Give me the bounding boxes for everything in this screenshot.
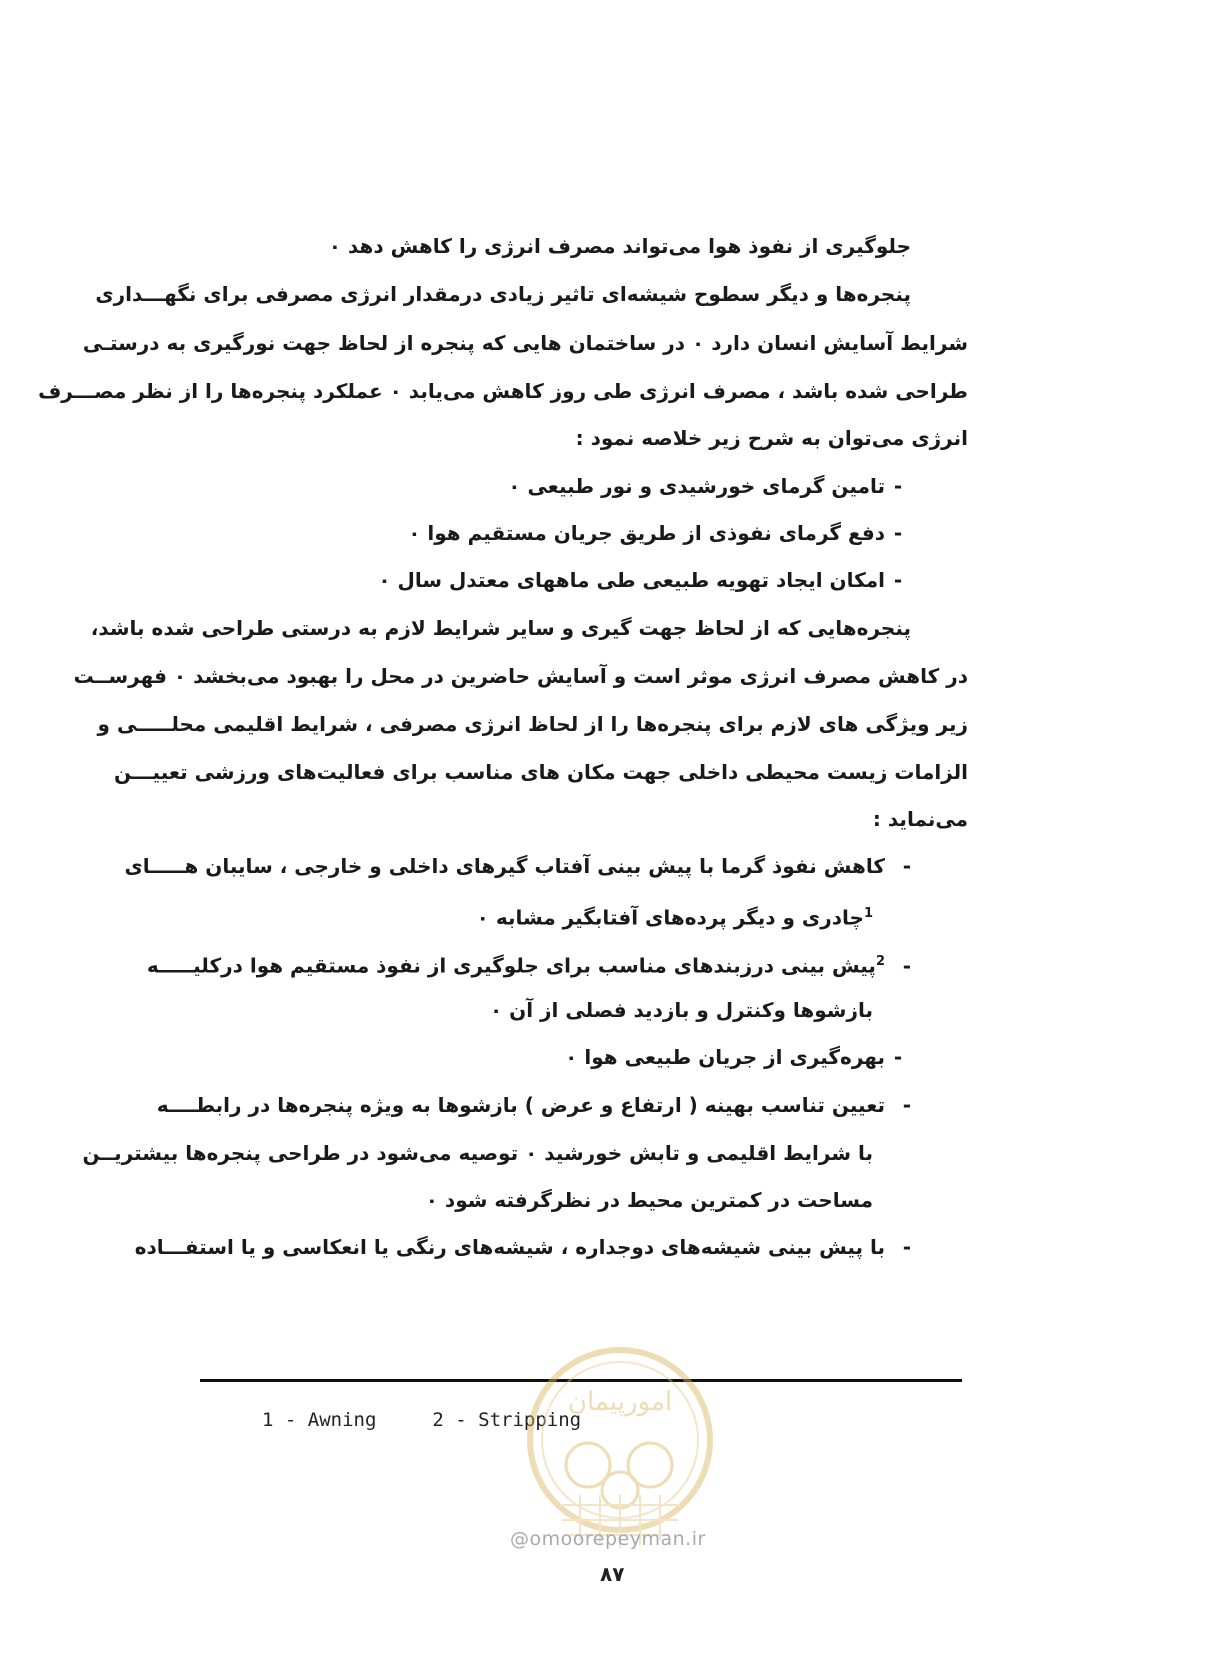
bullet-dash: - (893, 568, 903, 592)
para1-line-2: شرایط آسایش انسان دارد ۰ در ساختمان هایی که پنجره از لحاظ جهت نورگیری به درستـی (82, 331, 968, 355)
section-heading (329, 232, 911, 260)
para2-line-1: پنجره‌هایی که از لحاظ جهت گیری و سایر شرایط لازم به درستی طراحی شده باشد، (90, 616, 911, 640)
footnote-1: 1 - Awning (262, 1409, 377, 1431)
bullet-dash: - (902, 1235, 911, 1259)
footnote-marker: 1 (863, 906, 873, 921)
bullet-dash: - (902, 953, 911, 978)
watermark-logo-text: امورپیمان (567, 1387, 673, 1417)
page-number: ۸۷ (600, 1562, 625, 1586)
list2-item-2-line-2: بازشوها وکنترل و بازدید فصلی از آن ۰ (489, 998, 873, 1022)
list2-item-1-line-2 (477, 900, 873, 932)
list1-item-3 (378, 566, 911, 594)
para2-line-2: در کاهش مصرف انرژی موثر است و آسایش حاضرین در محل را بهبود می‌بخشد ۰ فهرســت (73, 664, 968, 688)
list2-item-text: پیش بینی درزبندهای مناسب برای جلوگیری از نفوذ مستقیم هوا درکلیـــــه (146, 953, 876, 978)
list1-item-text: امکان ایجاد تهویه طبیعی طی ماههای معتدل سال ۰ (378, 568, 885, 592)
para2-line-5: می‌نماید : (872, 807, 968, 831)
list2-item-3 (565, 1043, 911, 1071)
list2-item-text: تعیین تناسب بهینه ( ارتفاع و عرض ) بازشوها به ویژه پنجره‌ها در رابطــــه (156, 1093, 885, 1117)
heading-bold-text: جلوگیری از نفوذ هوا (708, 234, 911, 258)
list1-item-2 (408, 519, 911, 547)
list2-item-text: کاهش نفوذ گرما با پیش بینی آفتاب گیرهای داخلی و خارجی ، سایبان هـــــای (124, 854, 885, 878)
para2-line-4: الزامات زیست محیطی داخلی جهت مکان های مناسب برای فعالیت‌های ورزشی تعییـــن (114, 760, 968, 784)
list2-item-text: با پیش بینی شیشه‌های دوجداره ، شیشه‌های رنگی یا انعکاسی و یا استفـــاده (134, 1235, 885, 1259)
list2-item-4-line-3: مساحت در کمترین محیط در نظرگرفته شود ۰ (425, 1188, 873, 1212)
footnotes (262, 1409, 637, 1431)
list2-item-5-line-1 (134, 1233, 911, 1261)
list2-item-text: چادری و دیگر پرده‌های آفتابگیر مشابه ۰ (476, 905, 864, 930)
para1-line-1: پنجره‌ها و دیگر سطوح شیشه‌ای تاثیر زیادی درمقدار انرژی مصرفی برای نگهـــداری (95, 282, 911, 306)
footnote-2: 2 - Stripping (432, 1409, 582, 1431)
list2-item-4-line-2: با شرایط اقلیمی و تابش خورشید ۰ توصیه می‌شود در طراحی پنجره‌ها بیشتریــن (82, 1141, 873, 1165)
bullet-dash: - (893, 1045, 903, 1069)
list1-item-text: دفع گرمای نفوذی از طریق جریان مستقیم هوا ۰ (408, 521, 885, 545)
list2-item-4-line-1 (156, 1091, 911, 1119)
heading-rest-text: می‌تواند مصرف انرژی را کاهش دهد ۰ (328, 234, 709, 258)
bullet-dash: - (893, 474, 903, 498)
list2-item-2-line-1 (146, 948, 911, 980)
list1-item-1 (508, 472, 911, 500)
footnote-marker: 2 (875, 954, 885, 969)
bullet-dash: - (902, 1093, 911, 1117)
para1-line-3: طراحی شده باشد ، مصرف انرژی طی روز کاهش می‌یابد ۰ عملکرد پنجره‌ها را از نظر مصـــرف (38, 379, 968, 403)
para1-line-4: انرژی می‌توان به شرح زیر خلاصه نمود : (575, 426, 968, 450)
para2-line-3: زیر ویژگی های لازم برای پنجره‌ها را از لحاظ انرژی مصرفی ، شرایط اقلیمی محلـــــی و (97, 712, 968, 736)
bullet-dash: - (902, 854, 911, 878)
list2-item-text: بهره‌گیری از جریان طبیعی هوا ۰ (565, 1045, 885, 1069)
footnote-separator (200, 1379, 962, 1382)
list1-item-text: تامین گرمای خورشیدی و نور طبیعی ۰ (508, 474, 885, 498)
list2-item-1-line-1 (124, 852, 911, 880)
bullet-dash: - (893, 521, 903, 545)
watermark-text: @omoorepeyman.ir (510, 1528, 706, 1550)
